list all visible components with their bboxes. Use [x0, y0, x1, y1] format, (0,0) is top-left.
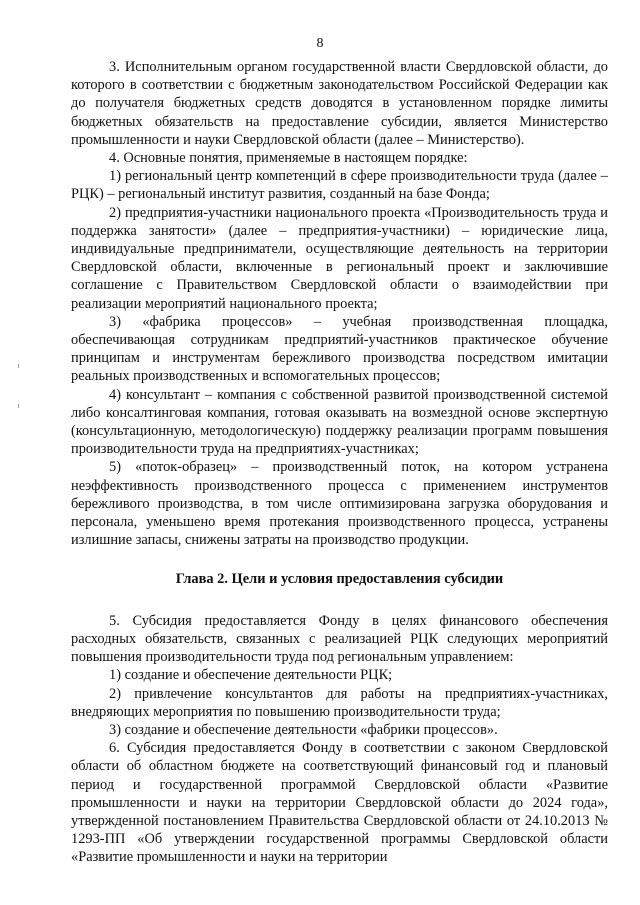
paragraph: 2) привлечение консультантов для работы на предприятиях-участниках, внедряющих мероприятия по повышению производительности труда;: [71, 685, 608, 720]
paragraph: 3) создание и обеспечение деятельности «фабрики процессов».: [109, 721, 498, 738]
page-number: 8: [316, 36, 324, 51]
paragraph: 4) консультант – компания с собственной развитой производственной системой либо консалтинговая компания, готовая оказывать на возмездной основе экспертную (консультационную, методологическую) поддержку реализации программ повышения производительности труда на предприятиях-участниках;: [71, 386, 608, 458]
chapter-heading: Глава 2. Цели и условия предоставления субсидии: [175, 571, 504, 588]
paragraph: 1) региональный центр компетенций в сфере производительности труда (далее – РЦК) – региональный институт развития, созданный на базе Фонда;: [71, 168, 608, 203]
paragraph: 4. Основные понятия, применяемые в настоящем порядке:: [109, 150, 468, 167]
paragraph: 5) «поток-образец» – производственный поток, на котором устранена неэффективность производственного процесса с применением инструментов бережливого производства, в том числе оптимизирована загрузка оборудования и персонала, уменьшено время протекания производственного процесса, устранены излишние запасы, снижены затраты на производство продукции.: [71, 459, 608, 549]
paragraph: 3. Исполнительным органом государственной власти Свердловской области, до которого в соответствии с бюджетным законодательством Российской Федерации как до получателя бюджетных средств доводятся в установленном порядке лимиты бюджетных обязательств на предоставление субсидии, является Министерство промышленности и науки Свердловской области (далее – Министерство).: [71, 59, 608, 148]
document-body: [71, 58, 608, 867]
paragraph: 2) предприятия-участники национального проекта «Производительность труда и поддержка занятости» (далее – предприятия-участники) – юридические лица, индивидуальные предприниматели, осуществляющие деятельность на территории Свердловской области, включенные в региональный проект и заключившие соглашение с Правительством Свердловской области о взаимодействии при реализации мероприятий национального проекта;: [71, 204, 608, 312]
paragraph: 6. Субсидия предоставляется Фонду в соответствии с законом Свердловской области об областном бюджете на соответствующий финансовый год и плановый период и государственной программой Свердловской области «Развитие промышленности и науки на территории Свердловской области до 2024 года», утвержденной постановлением Правительства Свердловской области от 24.10.2013 № 1293-ПП «Об утверждении государственной программы Свердловской области «Развитие промышленности и науки на территории: [71, 740, 608, 866]
paragraph: 1) создание и обеспечение деятельности РЦК;: [109, 667, 393, 684]
paragraph: 3) «фабрика процессов» – учебная производственная площадка, обеспечивающая сотрудникам предприятий-участников практическое обучение принципам и инструментам бережливого производства посредством имитации реальных производственных и вспомогательных процессов;: [71, 313, 608, 385]
paragraph: 5. Субсидия предоставляется Фонду в целях финансового обеспечения расходных обязательств, связанных с реализацией РЦК следующих мероприятий повышения производительности труда под региональным управлением:: [71, 612, 608, 666]
margin-mark: [18, 404, 19, 408]
margin-mark: [18, 364, 19, 368]
